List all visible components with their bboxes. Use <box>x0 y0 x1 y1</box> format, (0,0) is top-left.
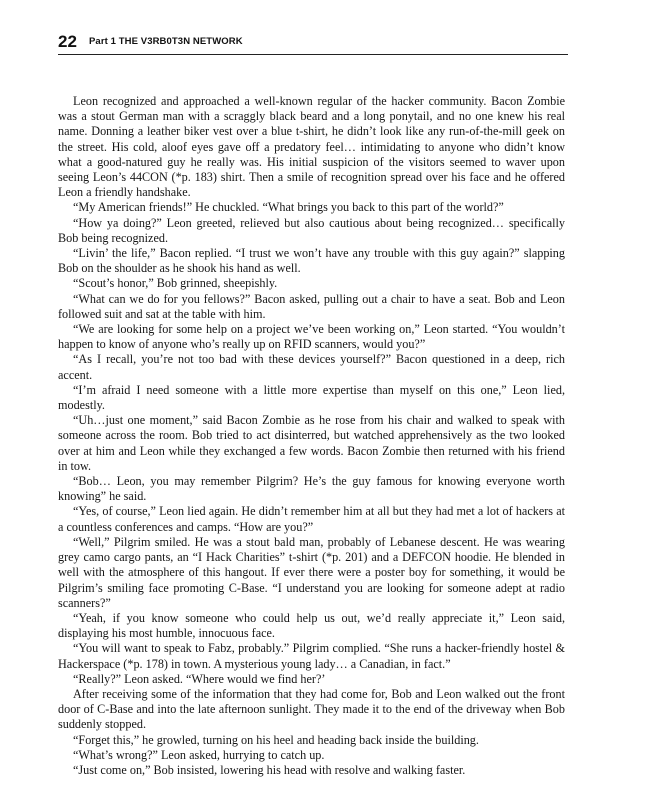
paragraph: “Really?” Leon asked. “Where would we find her?’ <box>73 671 326 686</box>
paragraph: “You will want to speak to Fabz, probably.” Pilgrim complied. “She runs a hacker-friendly hostel & Hackerspace (*p. 178) in town. A mysterious young lady… a Canadian, in fact.” <box>58 641 565 671</box>
paragraph: Leon recognized and approached a well-known regular of the hacker community. Bacon Zombie was a stout German man with a scraggly black beard and a long ponytail, and no one knew his real name. Donning a leather biker vest over a blue t-shirt, he didn’t look like any run-of-the-mill geek on the street. His cold, aloof eyes gave off a predatory feel… intimidating to anyone who didn’t know what a good-natured guy he really was. His initial suspicion of the visitors seemed to waver upon seeing Leon’s 44CON (*p. 183) shirt. Then a smile of recognition spread over his face and he offered Leon a friendly handshake. <box>58 94 565 200</box>
paragraph: “Uh…just one moment,” said Bacon Zombie as he rose from his chair and walked to speak with someone across the room. Bob tried to act disinterred, but watched apprehensively as the two looked over at him and Leon while they exchanged a few words. Bacon Zombie then returned with his friend in tow. <box>58 413 565 473</box>
paragraph: “My American friends!” He chuckled. “What brings you back to this part of the world?” <box>73 200 504 215</box>
part-label: Part 1 THE V3RB0T3N NETWORK <box>89 36 243 47</box>
paragraph: “I’m afraid I need someone with a little more expertise than myself on this one,” Leon lied, modestly. <box>58 382 565 413</box>
paragraph: “Scout’s honor,” Bob grinned, sheepishly. <box>73 276 278 291</box>
page-number: 22 <box>58 32 77 51</box>
paragraph: “How ya doing?” Leon greeted, relieved but also cautious about being recognized… specifically Bob being recognized. <box>58 215 565 245</box>
paragraph: “We are looking for some help on a project we’ve been working on,” Leon started. “You wouldn’t happen to know of anyone who’s really up on RFID scanners, would you?” <box>58 322 565 352</box>
body-text <box>58 94 565 778</box>
paragraph: “Well,” Pilgrim smiled. He was a stout bald man, probably of Lebanese descent. He was wearing grey camo cargo pants, an “I Hack Charities” t-shirt (*p. 201) and a DEFCON hoodie. He blended in well with the atmosphere of this hangout. If ever there were a poster boy for something, it would be Pilgrim’s smiling face promoting C-Base. “I understand you are looking for someone adept at radio scanners?” <box>58 534 565 610</box>
paragraph: “Bob… Leon, you may remember Pilgrim? He’s the guy famous for knowing everyone worth knowing” he said. <box>58 474 565 504</box>
paragraph: “What can we do for you fellows?” Bacon asked, pulling out a chair to have a seat. Bob and Leon followed suit and sat at the table with him. <box>58 291 565 321</box>
paragraph: “Yes, of course,” Leon lied again. He didn’t remember him at all but they had met a lot of hackers at a countless conferences and camps. “How are you?” <box>58 504 565 534</box>
paragraph: “Just come on,” Bob insisted, lowering his head with resolve and walking faster. <box>73 762 466 777</box>
paragraph: “Livin’ the life,” Bacon replied. “I trust we won’t have any trouble with this guy again?” slapping Bob on the shoulder as he shook his hand as well. <box>58 246 565 276</box>
paragraph: “As I recall, you’re not too bad with these devices yourself?” Bacon questioned in a deep, rich accent. <box>58 352 565 382</box>
paragraph: “What’s wrong?” Leon asked, hurrying to catch up. <box>73 747 325 762</box>
paragraph: “Yeah, if you know someone who could help us out, we’d really appreciate it,” Leon said, displaying his most humble, innocuous face. <box>58 610 565 641</box>
running-header <box>58 32 568 55</box>
paragraph: “Forget this,” he growled, turning on his heel and heading back inside the building. <box>73 732 479 747</box>
paragraph: After receiving some of the information that they had come for, Bob and Leon walked out the front door of C-Base and into the late afternoon sunlight. They made it to the end of the driveway when Bob suddenly stopped. <box>58 686 565 732</box>
